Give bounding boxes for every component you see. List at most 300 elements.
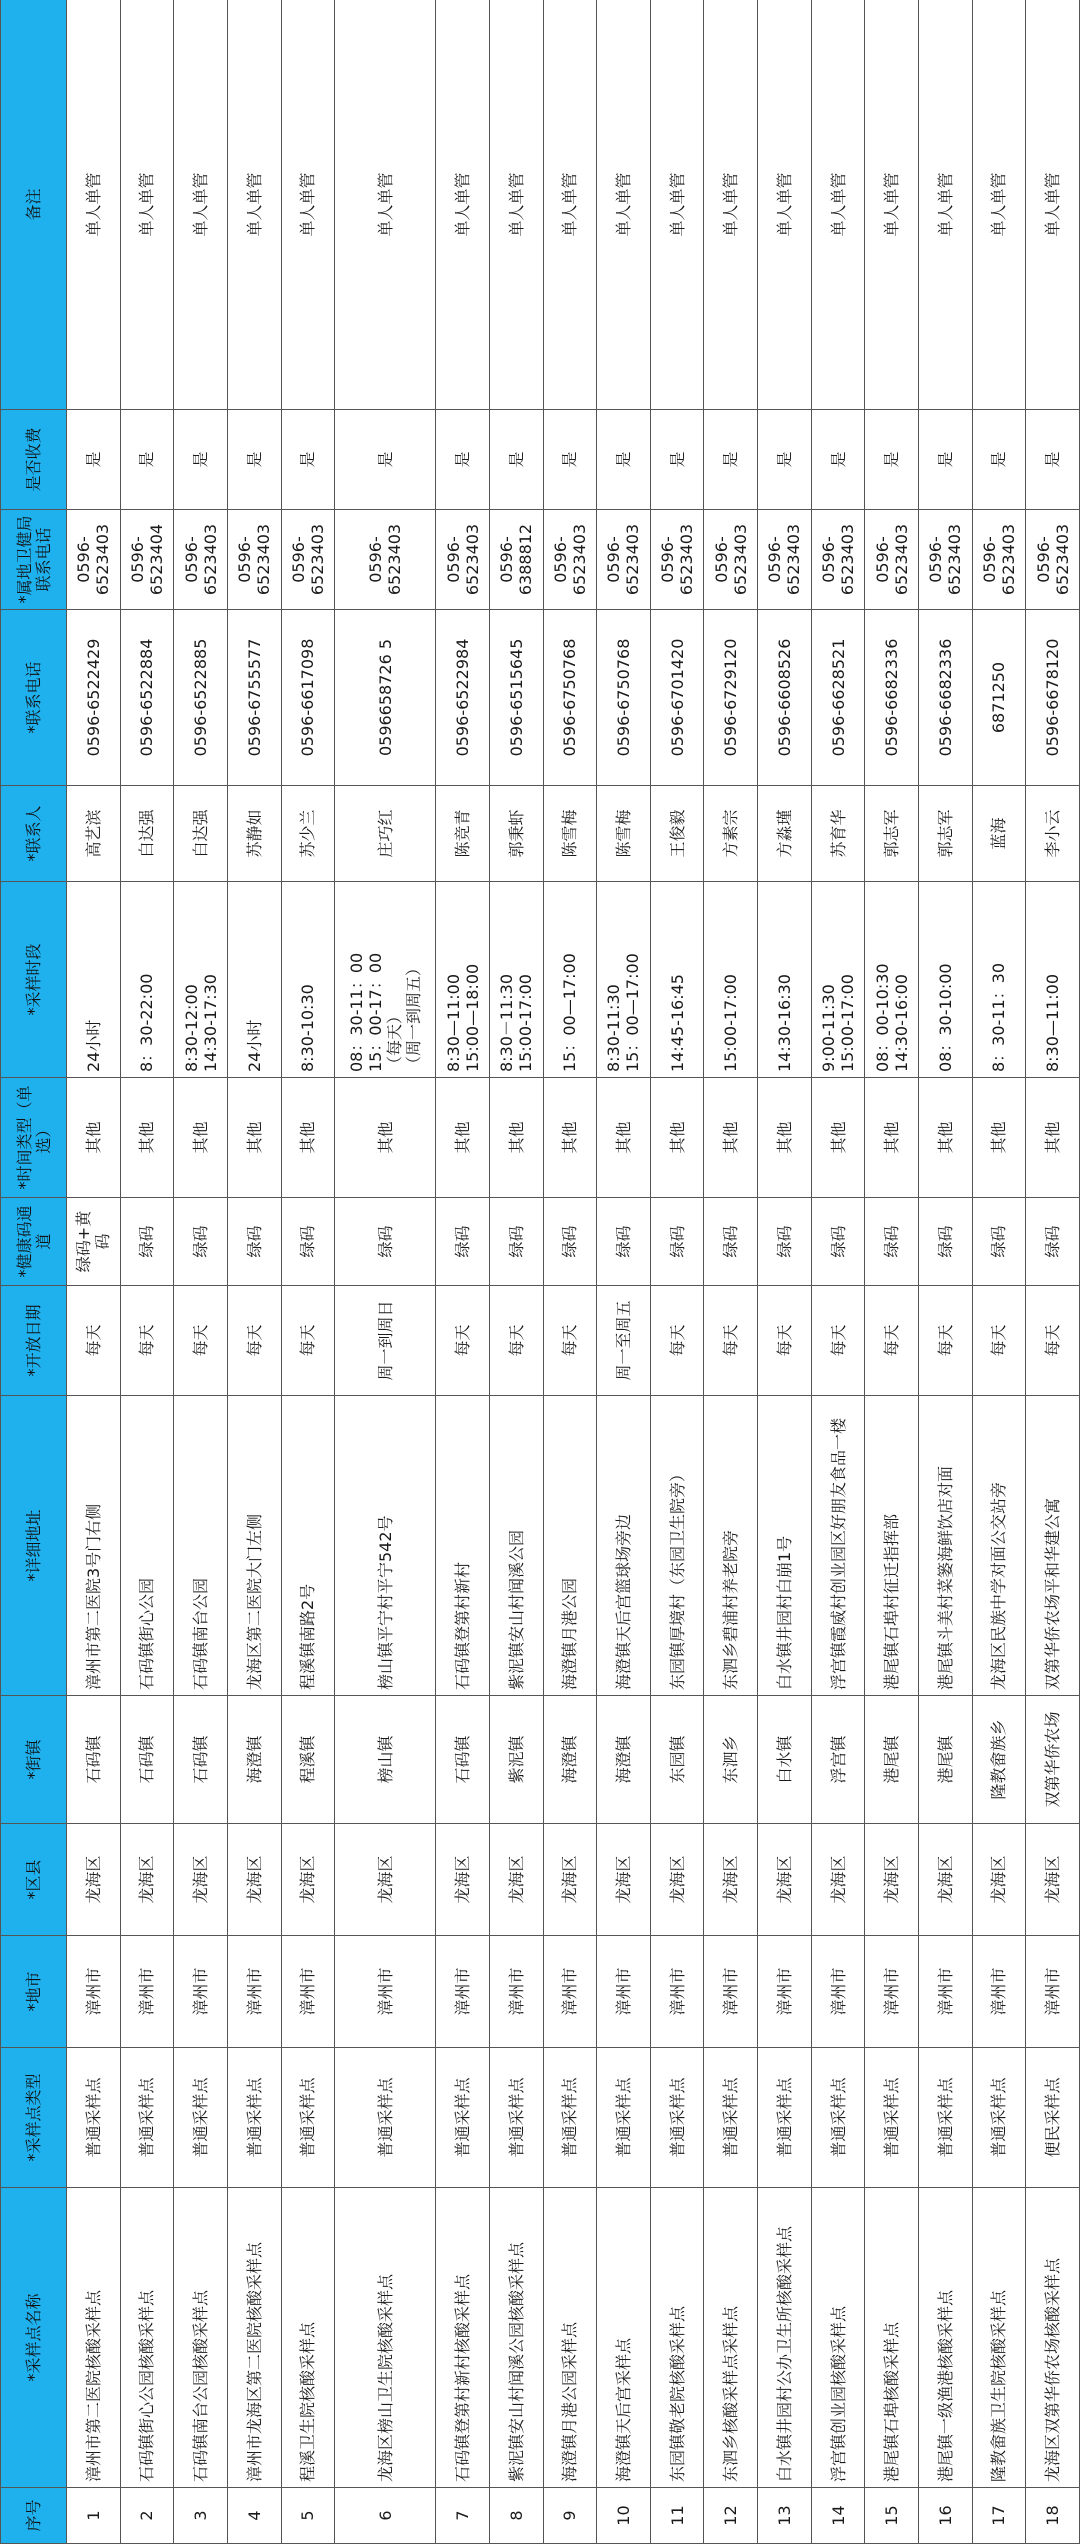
table-cell: 13 xyxy=(758,2488,812,2544)
table-cell: 港尾镇石埠核酸采样点 xyxy=(865,2188,919,2488)
table-cell: 是 xyxy=(758,410,812,510)
table-cell: 是 xyxy=(489,410,543,510)
table-cell: 白水镇井园村公办卫生所核酸采样点 xyxy=(758,2188,812,2488)
table-cell: 10 xyxy=(597,2488,651,2544)
table-cell: 15 xyxy=(865,2488,919,2544)
table-cell: 单人单管 xyxy=(543,0,597,410)
table-cell: 龙海区榜山卫生院核酸采样点 xyxy=(335,2188,436,2488)
table-cell: 绿码 xyxy=(120,1198,174,1286)
table-cell: 0596-6523403 xyxy=(335,510,436,610)
table-cell: 0596-6522885 xyxy=(174,610,228,786)
table-cell: 浮宫镇 xyxy=(811,1696,865,1824)
table-cell: 周一至周五 xyxy=(597,1286,651,1396)
table-cell: 0596-6522884 xyxy=(120,610,174,786)
table-cell: 龙海区 xyxy=(335,1824,436,1936)
column-header: *采样时段 xyxy=(1,882,67,1078)
table-cell: 0596-6523403 xyxy=(972,510,1026,610)
table-cell: 龙海区 xyxy=(436,1824,490,1936)
table-cell: 15：00—17:00 xyxy=(543,882,597,1078)
table-cell: 单人单管 xyxy=(865,0,919,410)
table-cell: 苏育华 xyxy=(811,786,865,882)
table-cell: 龙海区 xyxy=(972,1824,1026,1936)
table-cell: 龙海区 xyxy=(865,1824,919,1936)
table-cell: 08：30-11：00 15：00-17：00 （每天） （周一到周五） xyxy=(335,882,436,1078)
table-cell: 榜山镇 xyxy=(335,1696,436,1824)
table-cell: 石码镇登第村新村核酸采样点 xyxy=(436,2188,490,2488)
table-cell: 龙海区第二医院大门左侧 xyxy=(227,1396,281,1696)
table-cell: 单人单管 xyxy=(811,0,865,410)
table-cell: 漳州市 xyxy=(67,1936,121,2048)
table-cell: 每天 xyxy=(811,1286,865,1396)
table-cell: 12 xyxy=(704,2488,758,2544)
table-cell: 榜山镇平宁村平宁542号 xyxy=(335,1396,436,1696)
table-cell: 绿码 xyxy=(972,1198,1026,1286)
table-cell: 0596-6523403 xyxy=(919,510,973,610)
table-cell: 是 xyxy=(704,410,758,510)
table-cell: 隆教畲族乡 xyxy=(972,1696,1026,1824)
column-header: *时间类型（单选） xyxy=(1,1078,67,1198)
table-cell: 双第华侨农场平和华建公寓 xyxy=(1026,1396,1080,1696)
table-cell: 0596-6608526 xyxy=(758,610,812,786)
column-header: *属地卫健局联系电话 xyxy=(1,510,67,610)
table-cell: 海澄镇月港公园采样点 xyxy=(543,2188,597,2488)
table-cell: 东园镇敬老院核酸采样点 xyxy=(650,2188,704,2488)
table-cell: 0596-6523403 xyxy=(227,510,281,610)
table-cell: 是 xyxy=(919,410,973,510)
table-cell: 绿码 xyxy=(281,1198,335,1286)
table-cell: 0596-6682336 xyxy=(865,610,919,786)
table-cell: 方淼瑾 xyxy=(758,786,812,882)
table-cell: 每天 xyxy=(281,1286,335,1396)
table-cell: 龙海区 xyxy=(227,1824,281,1936)
table-cell: 龙海区 xyxy=(650,1824,704,1936)
table-cell: 紫泥镇安山村闻溪公园 xyxy=(489,1396,543,1696)
table-cell: 0596-6755577 xyxy=(227,610,281,786)
table-cell: 绿码 xyxy=(1026,1198,1080,1286)
table-cell: 0596-6523403 xyxy=(543,510,597,610)
table-cell: 海澄镇月港公园 xyxy=(543,1396,597,1696)
table-cell: 08：00-10:30 14:30-16:00 xyxy=(865,882,919,1078)
table-cell: 8：30-11：30 xyxy=(972,882,1026,1078)
table-cell: 绿码 xyxy=(758,1198,812,1286)
table-cell: 郭志军 xyxy=(919,786,973,882)
table-cell: 其他 xyxy=(865,1078,919,1198)
table-cell: 陈雪梅 xyxy=(597,786,651,882)
table-cell: 0596-6522984 xyxy=(436,610,490,786)
table-cell: 程溪卫生院核酸采样点 xyxy=(281,2188,335,2488)
table-cell: 浮宫镇创业园核酸采样点 xyxy=(811,2188,865,2488)
table-cell: 漳州市 xyxy=(174,1936,228,2048)
table-cell: 8：30-22:00 xyxy=(120,882,174,1078)
table-cell: 0596-6523404 xyxy=(120,510,174,610)
table-row xyxy=(436,0,490,2544)
table-cell: 普通采样点 xyxy=(972,2048,1026,2188)
table-cell: 东泗乡碧浦村养老院旁 xyxy=(704,1396,758,1696)
column-header: *街镇 xyxy=(1,1696,67,1824)
table-cell: 0596-6388812 xyxy=(489,510,543,610)
table-cell: 单人单管 xyxy=(174,0,228,410)
table-row xyxy=(174,0,228,2544)
table-cell: 龙海区 xyxy=(1026,1824,1080,1936)
table-cell: 15:00-17:00 xyxy=(704,882,758,1078)
table-cell: 8:30-11:30 15：00—17:00 xyxy=(597,882,651,1078)
table-cell: 其他 xyxy=(811,1078,865,1198)
table-cell: 漳州市龙海区第二医院核酸采样点 xyxy=(227,2188,281,2488)
table-cell: 是 xyxy=(972,410,1026,510)
table-cell: 24小时 xyxy=(67,882,121,1078)
table-cell: 郭志军 xyxy=(865,786,919,882)
column-header: 是否收费 xyxy=(1,410,67,510)
table-cell: 8:30-12:00 14:30-17:30 xyxy=(174,882,228,1078)
table-cell: 0596-6523403 xyxy=(704,510,758,610)
table-row xyxy=(489,0,543,2544)
table-cell: 普通采样点 xyxy=(811,2048,865,2188)
table-cell: 程溪镇 xyxy=(281,1696,335,1824)
table-cell: 0596-6523403 xyxy=(281,510,335,610)
table-cell: 其他 xyxy=(650,1078,704,1198)
column-header: *采样点类型 xyxy=(1,2048,67,2188)
table-cell: 庄巧红 xyxy=(335,786,436,882)
table-cell: 漳州市 xyxy=(120,1936,174,2048)
table-cell: 郭秉虾 xyxy=(489,786,543,882)
table-cell: 8:30—11:00 xyxy=(1026,882,1080,1078)
header-row xyxy=(1,0,67,2544)
table-cell: 苏少兰 xyxy=(281,786,335,882)
table-cell: 7 xyxy=(436,2488,490,2544)
table-cell: 每天 xyxy=(227,1286,281,1396)
table-cell: 石码镇街心公园核酸采样点 xyxy=(120,2188,174,2488)
table-row xyxy=(811,0,865,2544)
table-cell: 便民采样点 xyxy=(1026,2048,1080,2188)
column-header: *区县 xyxy=(1,1824,67,1936)
table-cell: 普通采样点 xyxy=(650,2048,704,2188)
table-cell: 紫泥镇 xyxy=(489,1696,543,1824)
table-cell: 单人单管 xyxy=(281,0,335,410)
table-cell: 3 xyxy=(174,2488,228,2544)
table-cell: 石码镇 xyxy=(436,1696,490,1824)
table-cell: 单人单管 xyxy=(489,0,543,410)
table-cell: 东泗乡 xyxy=(704,1696,758,1824)
table-cell: 08：30-10:00 xyxy=(919,882,973,1078)
table-cell: 其他 xyxy=(227,1078,281,1198)
table-cell: 单人单管 xyxy=(227,0,281,410)
table-cell: 其他 xyxy=(436,1078,490,1198)
table-cell: 0596-6729120 xyxy=(704,610,758,786)
table-cell: 漳州市 xyxy=(543,1936,597,2048)
table-cell: 龙海区 xyxy=(489,1824,543,1936)
table-cell: 8:30—11:00 15:00—18:00 xyxy=(436,882,490,1078)
table-cell: 龙海区 xyxy=(543,1824,597,1936)
table-cell: 18 xyxy=(1026,2488,1080,2544)
table-cell: 14:30-16:30 xyxy=(758,882,812,1078)
table-cell: 4 xyxy=(227,2488,281,2544)
table-cell: 石码镇登第村新村 xyxy=(436,1396,490,1696)
table-cell: 0596-6750768 xyxy=(543,610,597,786)
table-cell: 17 xyxy=(972,2488,1026,2544)
table-cell: 其他 xyxy=(758,1078,812,1198)
table-cell: 是 xyxy=(865,410,919,510)
table-cell: 漳州市 xyxy=(597,1936,651,2048)
table-cell: 程溪镇南路2号 xyxy=(281,1396,335,1696)
table-row xyxy=(335,0,436,2544)
table-cell: 漳州市 xyxy=(335,1936,436,2048)
table-cell: 8 xyxy=(489,2488,543,2544)
table-cell: 陈雪梅 xyxy=(543,786,597,882)
table-cell: 其他 xyxy=(1026,1078,1080,1198)
table-cell: 石码镇南台公园核酸采样点 xyxy=(174,2188,228,2488)
table-cell: 港尾镇 xyxy=(919,1696,973,1824)
table-cell: 0596-6523403 xyxy=(67,510,121,610)
table-cell: 是 xyxy=(227,410,281,510)
table-cell: 漳州市 xyxy=(489,1936,543,2048)
table-cell: 龙海区 xyxy=(919,1824,973,1936)
table-cell: 6 xyxy=(335,2488,436,2544)
table-cell: 0596-6523403 xyxy=(758,510,812,610)
table-cell: 龙海区 xyxy=(811,1824,865,1936)
table-cell: 其他 xyxy=(120,1078,174,1198)
table-cell: 普通采样点 xyxy=(67,2048,121,2188)
table-cell: 石码镇 xyxy=(67,1696,121,1824)
table-cell: 0596658726 5 xyxy=(335,610,436,786)
table-cell: 其他 xyxy=(174,1078,228,1198)
table-cell: 漳州市第二医院核酸采样点 xyxy=(67,2188,121,2488)
table-cell: 绿码 xyxy=(227,1198,281,1286)
table-cell: 每天 xyxy=(1026,1286,1080,1396)
table-cell: 24小时 xyxy=(227,882,281,1078)
table-cell: 龙海区 xyxy=(120,1824,174,1936)
column-header: 序号 xyxy=(1,2488,67,2544)
table-cell: 0596-6523403 xyxy=(436,510,490,610)
table-cell: 0596-6750768 xyxy=(597,610,651,786)
table-cell: 0596-6523403 xyxy=(811,510,865,610)
table-cell: 普通采样点 xyxy=(489,2048,543,2188)
table-cell: 单人单管 xyxy=(704,0,758,410)
table-row xyxy=(919,0,973,2544)
table-body xyxy=(67,0,1080,2544)
table-cell: 绿码 xyxy=(335,1198,436,1286)
table-cell: 9 xyxy=(543,2488,597,2544)
table-cell: 漳州市 xyxy=(227,1936,281,2048)
column-header: *开放日期 xyxy=(1,1286,67,1396)
table-cell: 浮宫镇霞威村创业园区好朋友食品一楼 xyxy=(811,1396,865,1696)
table-cell: 东泗乡核酸采样点采样点 xyxy=(704,2188,758,2488)
table-cell: 单人单管 xyxy=(67,0,121,410)
table-cell: 单人单管 xyxy=(335,0,436,410)
table-row xyxy=(227,0,281,2544)
table-row xyxy=(281,0,335,2544)
table-cell: 9:00-11:30 15:00-17:00 xyxy=(811,882,865,1078)
table-row xyxy=(650,0,704,2544)
table-cell: 普通采样点 xyxy=(174,2048,228,2188)
table-cell: 海澄镇 xyxy=(597,1696,651,1824)
table-cell: 0596-6678120 xyxy=(1026,610,1080,786)
table-cell: 普通采样点 xyxy=(335,2048,436,2188)
table-cell: 漳州市 xyxy=(1026,1936,1080,2048)
table-cell: 0596-6522429 xyxy=(67,610,121,786)
table-cell: 单人单管 xyxy=(758,0,812,410)
table-cell: 王俊毅 xyxy=(650,786,704,882)
table-cell: 漳州市 xyxy=(811,1936,865,2048)
table-cell: 0596-6628521 xyxy=(811,610,865,786)
table-cell: 其他 xyxy=(919,1078,973,1198)
table-cell: 港尾镇一级渔港核酸采样点 xyxy=(919,2188,973,2488)
table-cell: 2 xyxy=(120,2488,174,2544)
table-cell: 石码镇 xyxy=(120,1696,174,1824)
table-cell: 是 xyxy=(335,410,436,510)
table-cell: 方素宗 xyxy=(704,786,758,882)
table-cell: 龙海区 xyxy=(704,1824,758,1936)
table-cell: 漳州市 xyxy=(281,1936,335,2048)
table-cell: 其他 xyxy=(972,1078,1026,1198)
table-cell: 石码镇街心公园 xyxy=(120,1396,174,1696)
table-cell: 8:30-10:30 xyxy=(281,882,335,1078)
table-cell: 每天 xyxy=(919,1286,973,1396)
table-cell: 是 xyxy=(174,410,228,510)
table-cell: 是 xyxy=(597,410,651,510)
table-cell: 是 xyxy=(281,410,335,510)
table-cell: 每天 xyxy=(543,1286,597,1396)
table-cell: 漳州市第二医院3号门右侧 xyxy=(67,1396,121,1696)
table-cell: 0596-6515645 xyxy=(489,610,543,786)
table-cell: 普通采样点 xyxy=(704,2048,758,2188)
table-cell: 白达强 xyxy=(120,786,174,882)
column-header: 备注 xyxy=(1,0,67,410)
table-cell: 每天 xyxy=(436,1286,490,1396)
table-cell: 东园镇厚境村（东园卫生院旁） xyxy=(650,1396,704,1696)
table-cell: 普通采样点 xyxy=(436,2048,490,2188)
table-cell: 绿码 xyxy=(174,1198,228,1286)
table-cell: 0596-6523403 xyxy=(865,510,919,610)
table-cell: 其他 xyxy=(543,1078,597,1198)
table-cell: 漳州市 xyxy=(650,1936,704,2048)
table-cell: 其他 xyxy=(335,1078,436,1198)
table-row xyxy=(120,0,174,2544)
table-cell: 每天 xyxy=(67,1286,121,1396)
table-cell: 其他 xyxy=(489,1078,543,1198)
table-cell: 普通采样点 xyxy=(865,2048,919,2188)
table-cell: 港尾镇斗美村菜篓海鲜饮店对面 xyxy=(919,1396,973,1696)
table-cell: 普通采样点 xyxy=(758,2048,812,2188)
table-row xyxy=(704,0,758,2544)
table-cell: 每天 xyxy=(972,1286,1026,1396)
table-cell: 5 xyxy=(281,2488,335,2544)
table-cell: 普通采样点 xyxy=(227,2048,281,2188)
table-cell: 其他 xyxy=(281,1078,335,1198)
table-cell: 龙海区民族中学对面公交站旁 xyxy=(972,1396,1026,1696)
table-cell: 石码镇南台公园 xyxy=(174,1396,228,1696)
table-cell: 龙海区 xyxy=(281,1824,335,1936)
table-cell: 绿码 xyxy=(919,1198,973,1286)
table-cell: 白达强 xyxy=(174,786,228,882)
table-cell: 0596-6523403 xyxy=(174,510,228,610)
table-cell: 6871250 xyxy=(972,610,1026,786)
table-cell: 每天 xyxy=(650,1286,704,1396)
table-cell: 8:30－11:30 15:00-17:00 xyxy=(489,882,543,1078)
table-cell: 14 xyxy=(811,2488,865,2544)
table-cell: 白水镇 xyxy=(758,1696,812,1824)
table-cell: 0596-6523403 xyxy=(597,510,651,610)
table-cell: 龙海区 xyxy=(67,1824,121,1936)
table-cell: 1 xyxy=(67,2488,121,2544)
table-cell: 14:45-16:45 xyxy=(650,882,704,1078)
table-cell: 11 xyxy=(650,2488,704,2544)
table-cell: 单人单管 xyxy=(650,0,704,410)
table-cell: 0596-6617098 xyxy=(281,610,335,786)
table-cell: 漳州市 xyxy=(704,1936,758,2048)
table-cell: 东园镇 xyxy=(650,1696,704,1824)
table-cell: 单人单管 xyxy=(919,0,973,410)
column-header: *联系电话 xyxy=(1,610,67,786)
table-cell: 是 xyxy=(1026,410,1080,510)
table-cell: 隆教畲族卫生院核酸采样点 xyxy=(972,2188,1026,2488)
table-cell: 石码镇 xyxy=(174,1696,228,1824)
table-cell: 普通采样点 xyxy=(543,2048,597,2188)
table-row xyxy=(865,0,919,2544)
table-cell: 是 xyxy=(650,410,704,510)
table-cell: 其他 xyxy=(704,1078,758,1198)
table-cell: 是 xyxy=(543,410,597,510)
table-cell: 李小云 xyxy=(1026,786,1080,882)
table-cell: 其他 xyxy=(597,1078,651,1198)
table-cell: 其他 xyxy=(67,1078,121,1198)
table-cell: 每天 xyxy=(120,1286,174,1396)
table-cell: 港尾镇石埠村征迁指挥部 xyxy=(865,1396,919,1696)
table-cell: 漳州市 xyxy=(758,1936,812,2048)
table-cell: 单人单管 xyxy=(972,0,1026,410)
table-cell: 绿码 xyxy=(436,1198,490,1286)
table-cell: 苏静如 xyxy=(227,786,281,882)
table-row xyxy=(972,0,1026,2544)
column-header: *采样点名称 xyxy=(1,2188,67,2488)
table-cell: 每天 xyxy=(174,1286,228,1396)
table-cell: 绿码+黄码 xyxy=(67,1198,121,1286)
table-cell: 普通采样点 xyxy=(919,2048,973,2188)
table-cell: 绿码 xyxy=(704,1198,758,1286)
table-cell: 绿码 xyxy=(650,1198,704,1286)
table-cell: 龙海区 xyxy=(597,1824,651,1936)
table-row xyxy=(758,0,812,2544)
table-cell: 单人单管 xyxy=(597,0,651,410)
column-header: *健康码通道 xyxy=(1,1198,67,1286)
column-header: *联系人 xyxy=(1,786,67,882)
table-cell: 普通采样点 xyxy=(120,2048,174,2188)
table-row xyxy=(597,0,651,2544)
table-cell: 单人单管 xyxy=(436,0,490,410)
table-cell: 周一到周日 xyxy=(335,1286,436,1396)
table-cell: 蓝海 xyxy=(972,786,1026,882)
table-cell: 是 xyxy=(120,410,174,510)
table-cell: 是 xyxy=(436,410,490,510)
table-cell: 龙海区 xyxy=(758,1824,812,1936)
table-cell: 每天 xyxy=(489,1286,543,1396)
table-row xyxy=(67,0,121,2544)
table-cell: 绿码 xyxy=(811,1198,865,1286)
table-cell: 每天 xyxy=(704,1286,758,1396)
table-cell: 陈竞青 xyxy=(436,786,490,882)
table-row xyxy=(543,0,597,2544)
table-cell: 0596-6682336 xyxy=(919,610,973,786)
table-cell: 海澄镇天后宫篮球场旁边 xyxy=(597,1396,651,1696)
table-cell: 普通采样点 xyxy=(281,2048,335,2188)
column-header: *地市 xyxy=(1,1936,67,2048)
table-cell: 龙海区双第华侨农场核酸采样点 xyxy=(1026,2188,1080,2488)
table-cell: 双第华侨农场 xyxy=(1026,1696,1080,1824)
table-cell: 漳州市 xyxy=(972,1936,1026,2048)
table-cell: 0596-6523403 xyxy=(1026,510,1080,610)
table-cell: 白水镇井园村白崩1号 xyxy=(758,1396,812,1696)
table-cell: 绿码 xyxy=(489,1198,543,1286)
table-cell: 绿码 xyxy=(597,1198,651,1286)
